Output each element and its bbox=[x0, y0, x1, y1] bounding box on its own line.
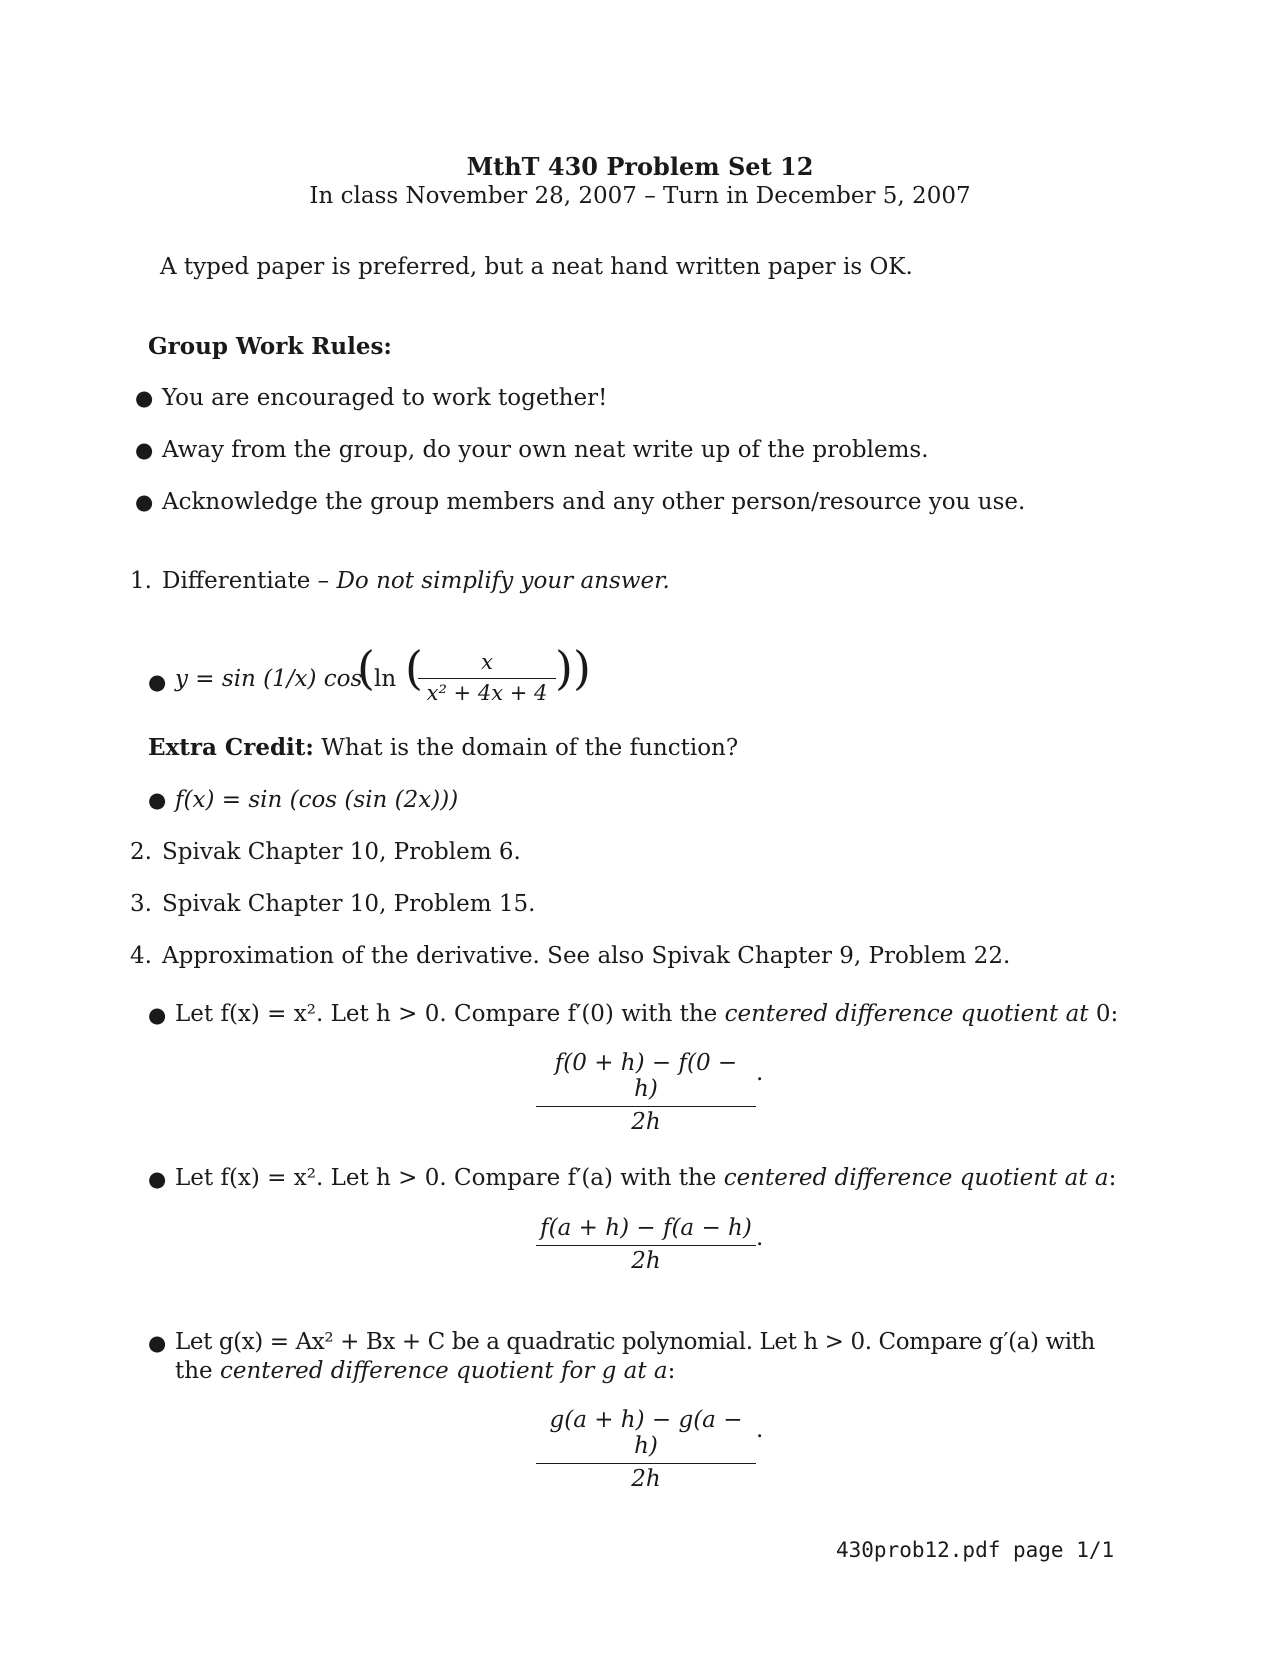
denominator: 2h bbox=[631, 1248, 661, 1274]
problem-number: 4. bbox=[130, 943, 152, 969]
numerator: x bbox=[481, 650, 493, 674]
part-1-text: Let f(x) = x². Let h > 0. Compare f′(0) with the bbox=[175, 1001, 725, 1027]
paren-open-inner: ( bbox=[405, 641, 423, 695]
part-1-emphasis: centered difference quotient at bbox=[724, 1001, 1089, 1027]
problem-number: 1. bbox=[130, 568, 152, 594]
part-2-emphasis: centered difference quotient at a bbox=[723, 1165, 1109, 1191]
problem-1-instruction: Differentiate – bbox=[162, 568, 337, 594]
rule-item: You are encouraged to work together! bbox=[162, 385, 608, 411]
problem-3-text: Spivak Chapter 10, Problem 15. bbox=[162, 891, 536, 917]
problem-4-text: Approximation of the derivative. See also Spivak Chapter 9, Problem 22. bbox=[162, 943, 1011, 969]
formula-y: y = sin (1/x) cos bbox=[175, 666, 363, 692]
fraction-centered-diff-a bbox=[536, 1215, 756, 1274]
fraction-x-over-quadratic bbox=[418, 650, 556, 705]
bullet-icon: ● bbox=[135, 438, 154, 462]
bullet-icon: ● bbox=[148, 1167, 167, 1191]
numerator: f(0 + h) − f(0 − h) bbox=[554, 1050, 738, 1102]
bullet-icon: ● bbox=[148, 1003, 167, 1027]
formula-ln: ln bbox=[374, 666, 397, 692]
part-3-text: the bbox=[175, 1358, 220, 1384]
problem-4-part-2 bbox=[175, 1165, 1116, 1191]
problem-number: 2. bbox=[130, 839, 152, 865]
denominator: 2h bbox=[631, 1109, 661, 1135]
problem-2-text: Spivak Chapter 10, Problem 6. bbox=[162, 839, 521, 865]
page-footer: 430prob12.pdf page 1/1 bbox=[836, 1538, 1115, 1562]
paren-open: ( bbox=[357, 641, 375, 695]
part-2-text: Let f(x) = x². Let h > 0. Compare f′(a) with the bbox=[175, 1165, 724, 1191]
intro-text: A typed paper is preferred, but a neat hand written paper is OK. bbox=[160, 254, 913, 280]
extra-credit-line bbox=[148, 734, 738, 761]
bullet-icon: ● bbox=[135, 490, 154, 514]
group-rules-heading: Group Work Rules: bbox=[148, 333, 392, 360]
bullet-icon: ● bbox=[148, 788, 167, 812]
page-title: MthT 430 Problem Set 12 bbox=[466, 152, 814, 181]
part-2-tail: : bbox=[1108, 1165, 1117, 1191]
problem-1-text bbox=[162, 568, 670, 594]
page-subtitle: In class November 28, 2007 – Turn in December 5, 2007 bbox=[309, 183, 971, 209]
problem-4-part-3-line-2 bbox=[175, 1358, 675, 1384]
numerator: f(a + h) − f(a − h) bbox=[540, 1215, 752, 1241]
bullet-icon: ● bbox=[135, 386, 154, 410]
problem-number: 3. bbox=[130, 891, 152, 917]
extra-credit-formula: f(x) = sin (cos (sin (2x))) bbox=[175, 787, 459, 813]
bullet-icon: ● bbox=[148, 670, 167, 694]
fraction-centered-diff-0 bbox=[536, 1050, 756, 1135]
part-3-emphasis: centered difference quotient for g at a bbox=[219, 1358, 668, 1384]
problem-4-part-3-line-1: Let g(x) = Ax² + Bx + C be a quadratic polynomial. Let h > 0. Compare g′(a) with bbox=[175, 1329, 1095, 1355]
extra-credit-question: What is the domain of the function? bbox=[313, 735, 739, 761]
denominator: x² + 4x + 4 bbox=[426, 681, 548, 705]
problem-4-part-1 bbox=[175, 1001, 1118, 1027]
bullet-icon: ● bbox=[148, 1331, 167, 1355]
period: . bbox=[756, 1417, 764, 1443]
denominator: 2h bbox=[631, 1466, 661, 1492]
rule-item: Acknowledge the group members and any other person/resource you use. bbox=[162, 489, 1026, 515]
numerator: g(a + h) − g(a − h) bbox=[549, 1407, 743, 1459]
period: . bbox=[756, 1060, 764, 1086]
part-3-tail: : bbox=[667, 1358, 676, 1384]
part-1-tail: 0: bbox=[1088, 1001, 1119, 1027]
problem-1-note: Do not simplify your answer. bbox=[336, 568, 670, 594]
paren-close: )) bbox=[555, 641, 591, 695]
fraction-centered-diff-g bbox=[536, 1407, 756, 1492]
period: . bbox=[756, 1225, 764, 1251]
rule-item: Away from the group, do your own neat write up of the problems. bbox=[162, 437, 929, 463]
extra-credit-label: Extra Credit: bbox=[148, 734, 314, 761]
